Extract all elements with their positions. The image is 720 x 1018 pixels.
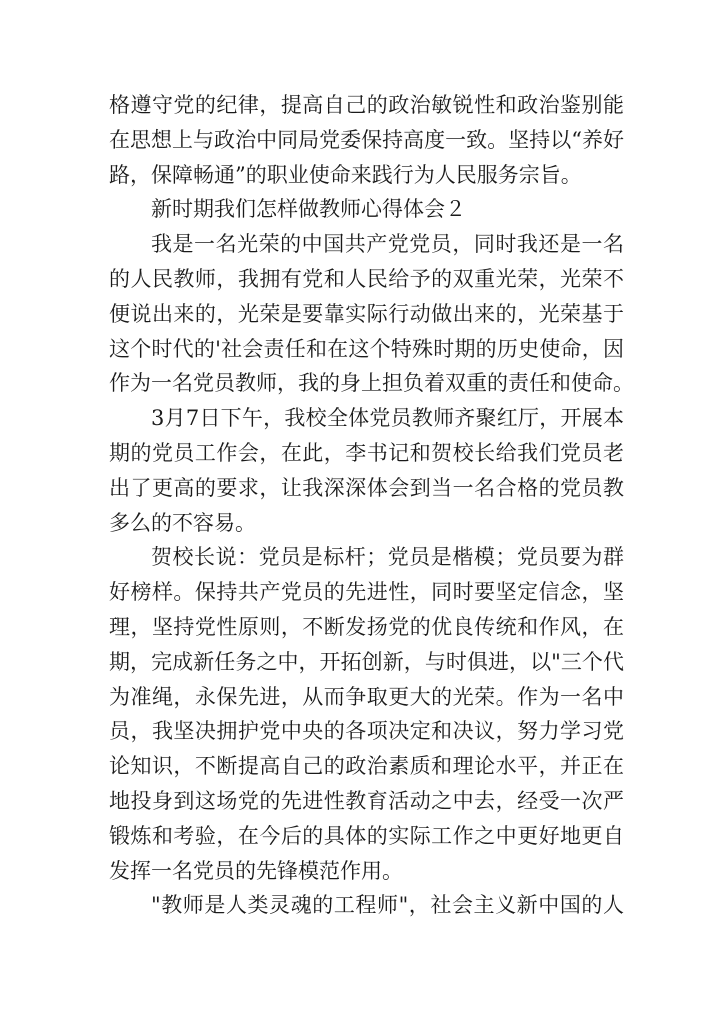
text-line: 期，完成新任务之中，开拓创新，与时俱进，以"三个代 — [109, 649, 624, 674]
text-line: 3月7日下午，我校全体党员教师齐聚红厅，开展本 — [151, 406, 624, 431]
text-line: 理，坚持党性原则，不断发扬党的优良传统和作风，在 — [109, 614, 624, 639]
text-line: 我是一名光荣的中国共产党党员，同时我还是一名 — [151, 232, 624, 257]
text-line: 这个时代的'社会责任和在这个特殊时期的历史使命，因 — [109, 336, 624, 361]
text-line: 论知识，不断提高自己的政治素质和理论水平，并正在 — [109, 754, 624, 779]
text-line: 贺校长说：党员是标杆；党员是楷模；党员要为群 — [151, 545, 624, 570]
text-line: 路，保障畅通”的职业使命来践行为人民服务宗旨。 — [109, 162, 582, 187]
text-line: 在思想上与政治中同局党委保持高度一致。坚持以“养好 — [109, 127, 624, 152]
text-line: 好榜样。保持共产党员的先进性，同时要坚定信念，坚 — [109, 580, 624, 605]
text-line: 地投身到这场党的先进性教育活动之中去，经受一次严 — [109, 788, 624, 813]
text-line: 出了更高的要求，让我深深体会到当一名合格的党员教 — [109, 475, 624, 500]
text-line: 发挥一名党员的先锋模范作用。 — [109, 858, 403, 883]
text-line: 多么的不容易。 — [109, 510, 256, 535]
text-line: 期的党员工作会，在此，李书记和贺校长给我们党员老 — [109, 440, 624, 465]
text-line: "教师是人类灵魂的工程师"，社会主义新中国的人 — [151, 893, 624, 918]
text-line: 格遵守党的纪律，提高自己的政治敏锐性和政治鉴别能 — [109, 93, 624, 117]
text-line: 为准绳，永保先进，从而争取更大的光荣。作为一名中 — [109, 684, 624, 709]
text-line: 的人民教师，我拥有党和人民给予的双重光荣，光荣不 — [109, 266, 624, 291]
document-body — [109, 88, 634, 923]
text-line: 作为一名党员教师，我的身上担负着双重的责任和使命。 — [109, 371, 634, 396]
text-line: 便说出来的，光荣是要靠实际行动做出来的，光荣基于 — [109, 301, 624, 326]
text-line: 新时期我们怎样做教师心得体会２ — [151, 197, 466, 222]
text-line: 员，我坚决拥护党中央的各项决定和决议，努力学习党 — [109, 719, 624, 744]
text-line: 锻炼和考验，在今后的具体的实际工作之中更好地更自 — [109, 823, 624, 848]
